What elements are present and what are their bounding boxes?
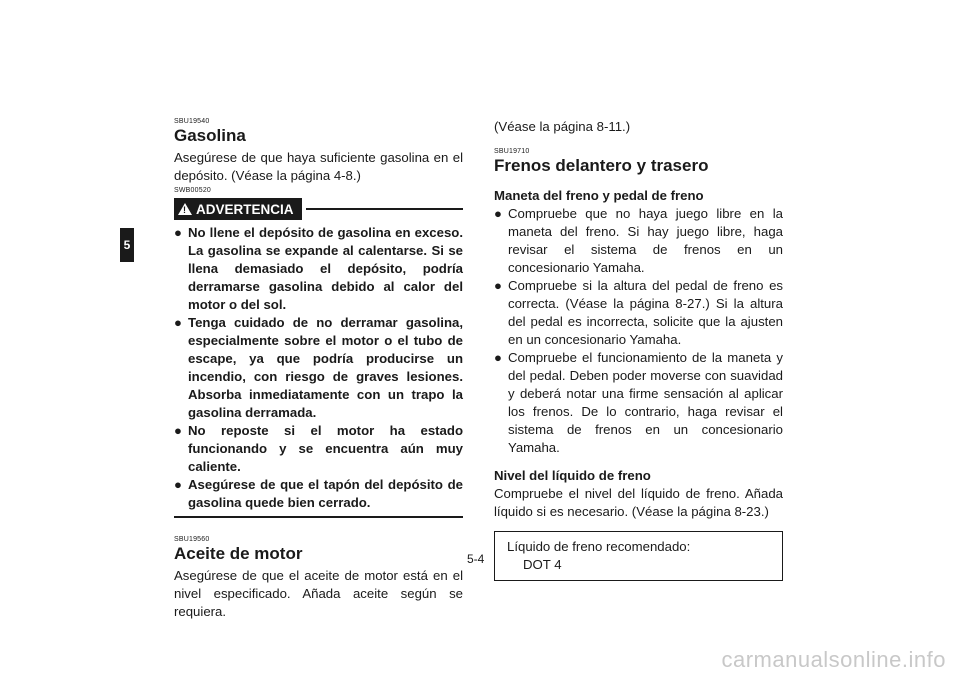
watermark: carmanualsonline.info [721, 647, 946, 672]
page-number: 5-4 [467, 552, 485, 566]
spec-value: DOT 4 [523, 557, 562, 572]
subheading-maneta: Maneta del freno y pedal de freno [494, 188, 704, 203]
list-item: ● Compruebe que no haya juego libre en la maneta del freno. Si hay juego libre, haga revisar el sistema de frenos en un concesionario Yamaha. [494, 206, 783, 275]
bullet-icon: ● [174, 315, 182, 330]
bullet-icon: ● [494, 350, 502, 365]
spec-box [494, 531, 783, 581]
bullet-icon: ● [494, 278, 502, 293]
list-item: ● Compruebe si la altura del pedal de freno es correcta. (Véase la página 8-27.) Si la altura del pedal es incorrecta, solicite que la ajusten en un concesionario Yamaha. [494, 278, 783, 347]
nivel-body: Compruebe el nivel del líquido de freno. Añada líquido si es necesario. (Véase la página 8-23.) [494, 486, 783, 519]
section-code: SBU19540 [174, 118, 210, 125]
list-item: ● Asegúrese de que el tapón del depósito de gasolina quede bien cerrado. [174, 477, 463, 510]
bullet-icon: ● [494, 206, 502, 221]
list-item: ● No reposte si el motor ha estado funcionando y se encuentra aún muy caliente. [174, 423, 463, 474]
spec-label: Líquido de freno recomendado: [507, 539, 691, 554]
warning-badge [174, 198, 302, 220]
warning-rule [306, 208, 463, 210]
section-code: SBU19560 [174, 535, 210, 543]
right-column [494, 118, 783, 581]
section-title-frenos: Frenos delantero y trasero [494, 156, 709, 175]
gasolina-body: Asegúrese de que haya suficiente gasolina en el depósito. (Véase la página 4-8.) [174, 150, 463, 183]
warning-icon: ! [178, 203, 192, 215]
section-code: SBU19710 [494, 148, 530, 155]
bullet-icon: ● [174, 423, 182, 438]
section-title-aceite: Aceite de motor [174, 543, 303, 563]
frenos-list [494, 205, 783, 457]
aceite-body: Asegúrese de que el aceite de motor está en el nivel especificado. Añada aceite según se requiera. [174, 567, 463, 619]
chapter-tab: 5 [120, 228, 134, 262]
bullet-icon: ● [174, 477, 182, 492]
warning-header [174, 198, 463, 220]
bullet-icon: ● [174, 225, 182, 240]
continued-text: (Véase la página 8-11.) [494, 119, 631, 134]
section-title-gasolina: Gasolina [174, 126, 246, 145]
warning-list [174, 224, 463, 512]
list-item: ● Tenga cuidado de no derramar gasolina, especialmente sobre el motor o el tubo de escape, ya que podría producirse un incendio, con riesgo de graves lesiones. Absorba inmediatamente con un trapo la gasolina derramada. [174, 315, 463, 420]
subheading-nivel: Nivel del líquido de freno [494, 468, 651, 483]
warning-code: SWB00520 [174, 187, 212, 194]
warning-end-rule [174, 516, 463, 518]
left-column [174, 118, 463, 621]
list-item: ● Compruebe el funcionamiento de la maneta y del pedal. Deben poder moverse con suavidad y deberá notar una firme sensación al aplicar los frenos. De lo contrario, haga revisar el sistema de frenos en un concesionario Yamaha. [494, 350, 783, 455]
list-item: ● No llene el depósito de gasolina en exceso. La gasolina se expande al calentarse. Si se llena demasiado el depósito, podría derramarse gasolina debido al calor del motor o del sol. [174, 225, 463, 312]
warning-label: ADVERTENCIA [196, 201, 294, 217]
